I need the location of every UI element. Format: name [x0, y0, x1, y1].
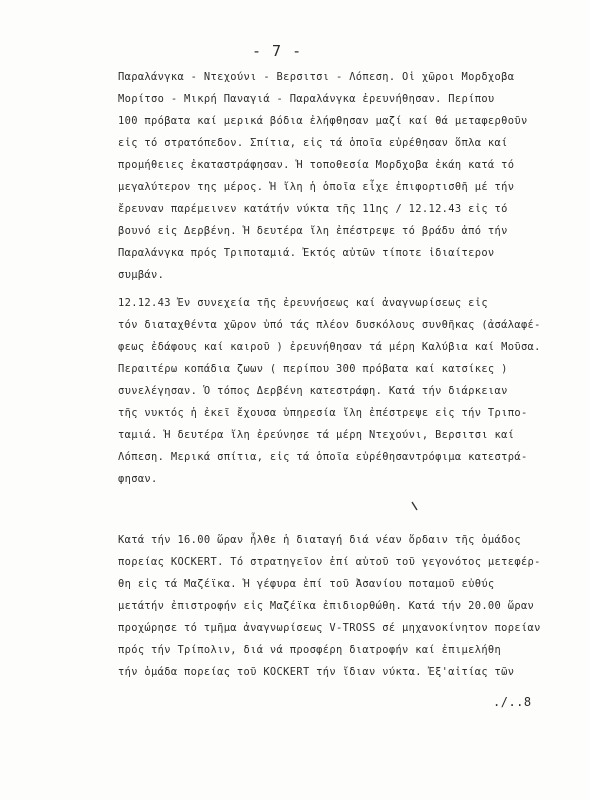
text-line: Λόπεση. Μερικά σπίτια, εἰς τά ὁποῖα εὑρέθησαντρόφιμα κατεστρά-	[118, 451, 528, 463]
text-line: εἰς τό στρατόπεδον. Σπίτια, εἰς τά ὁποῖα εὑρέθησαν ὅπλα καί	[118, 137, 508, 149]
text-line: προχώρησε τό τμῆμα ἀναγνωρίσεως V-TROSS σέ μηχανοκίνητον πορείαν	[118, 622, 541, 634]
text-line: μετάτήν ἐπιστροφήν εἰς Μαζέϊκα ἐπιδιορθώθη. Κατά τήν 20.00 ὥραν	[118, 600, 535, 612]
paragraph-2	[118, 292, 558, 490]
text-line: προμήθειες ἐκαταστράφησαν. Ἡ τοποθεσία Μορδχοβα ἐκάη κατά τό	[118, 159, 515, 171]
paragraph-3	[118, 529, 558, 683]
continuation-marker: ./..8	[493, 695, 532, 709]
page-number: - 7 -	[252, 42, 303, 60]
text-line: συνελέγησαν. Ὁ τόπος Δερβένη κατεστράφη. Κατά τήν διάρκειαν	[118, 385, 508, 397]
text-line: τόν διαταχθέντα χῶρον ὑπό τάς πλέον δυσκόλους συνθῆκας (ἀσάλαφέ-	[118, 319, 541, 331]
text-line: Κατά τήν 16.00 ὥραν ἦλθε ἡ διαταγή διά νέαν ὅρδαιν τῆς ὁμάδος	[118, 534, 521, 546]
text-line: 100 πρόβατα καί μερικά βόδια ἐλήφθησαν μαζί καί θά μεταφερθοῦν	[118, 115, 528, 127]
text-line: Παραλάνγκα - Ντεχούνι - Βερσιτσι - Λόπεση. Οἱ χῶροι Μορδχοβα	[118, 71, 515, 83]
text-line: βουνό εἰς Δερβένη. Ἡ δευτέρα ἴλη ἐπέστρεψε τό βράδυ ἀπό τήν	[118, 225, 508, 237]
text-line: ταμιά. Ἡ δευτέρα ἴλη ἐρεύνησε τά μέρη Ντεχούνι, Βερσιτσι καί	[118, 429, 515, 441]
text-line: θη εἰς τά Μαζέϊκα. Ἡ γέφυρα ἐπί τοῦ Ἀσανίου ποταμοῦ εὐθύς	[118, 578, 495, 590]
stray-pen-mark	[411, 501, 419, 512]
text-line: ἔρευναν παρέμεινεν κατάτήν νύκτα τῆς 11ης / 12.12.43 εἰς τό	[118, 203, 508, 215]
text-line: πρός τήν Τρίπολιν, διά νά προσφέρη διατροφήν καί ἐπιμελήθη	[118, 644, 502, 656]
text-line: Περαιτέρω κοπάδια ζωων ( περίπου 300 πρόβατα καί κατσίκες )	[118, 363, 508, 375]
text-line: τῆς νυκτός ἡ ἐκεῖ ἔχουσα ὑπηρεσία ἴλη ἐπέστρεψε εἰς τήν Τριπο-	[118, 407, 528, 419]
text-line: φησαν.	[118, 473, 158, 485]
text-line: μεγαλύτερον της μέρος. Ἡ ἴλη ἡ ὁποῖα εἶχε ἐπιφορτισθῆ μέ τήν	[118, 181, 515, 193]
paragraph-1	[118, 66, 558, 286]
text-line: Μορίτσο - Μικρή Παναγιά - Παραλάνγκα ἐρευνήθησαν. Περίπου	[118, 93, 495, 105]
text-line: συμβάν.	[118, 269, 165, 281]
text-line: φεως ἐδάφους καί καιροῦ ) ἐρευνήθησαν τά μέρη Καλύβια καί Μοῦσα.	[118, 341, 541, 353]
text-line: Παραλάνγκα πρός Τριποταμιά. Ἐκτός αὐτῶν τίποτε ἰδιαίτερον	[118, 247, 495, 259]
text-line: τήν ὁμάδα πορείας τοῦ KOCKERT τήν ἴδιαν νύκτα. Ἐξ'αἰτίας τῶν	[118, 666, 515, 678]
text-line: πορείας KOCKERT. Τό στρατηγεῖον ἐπί αὐτοῦ τοῦ γεγονότος μετεφέρ-	[118, 556, 541, 568]
text-line: 12.12.43 Ἐν συνεχεία τῆς ἐρευνήσεως καί ἀναγνωρίσεως εἰς	[118, 297, 488, 309]
